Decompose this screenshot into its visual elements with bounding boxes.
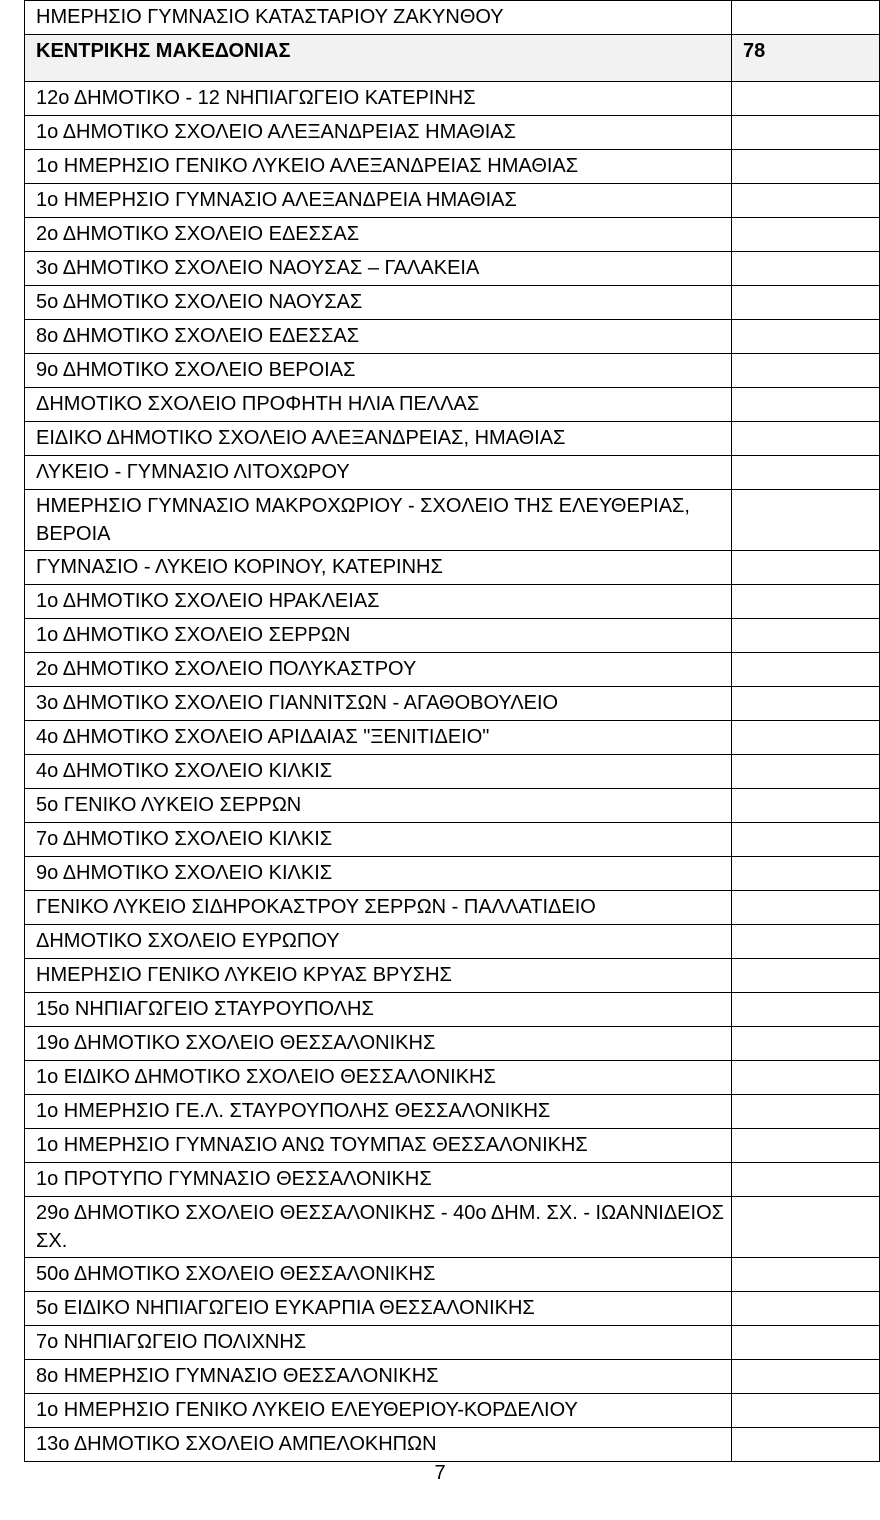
table-row bbox=[25, 388, 880, 422]
count-cell bbox=[732, 687, 880, 721]
table-row bbox=[25, 422, 880, 456]
school-name: ΔΗΜΟΤΙΚΟ ΣΧΟΛΕΙΟ ΠΡΟΦΗΤΗ ΗΛΙΑ ΠΕΛΛΑΣ bbox=[25, 388, 732, 422]
table-row bbox=[25, 286, 880, 320]
school-name: 7ο ΔΗΜΟΤΙΚΟ ΣΧΟΛΕΙΟ ΚΙΛΚΙΣ bbox=[25, 823, 732, 857]
school-name: 9ο ΔΗΜΟΤΙΚΟ ΣΧΟΛΕΙΟ ΒΕΡΟΙΑΣ bbox=[25, 354, 732, 388]
school-name: 1ο ΗΜΕΡΗΣΙΟ ΓΥΜΝΑΣΙΟ ΑΝΩ ΤΟΥΜΠΑΣ ΘΕΣΣΑΛΟΝΙΚΗΣ bbox=[25, 1129, 732, 1163]
table-row bbox=[25, 1197, 880, 1258]
table-row bbox=[25, 1, 880, 35]
count-cell bbox=[732, 150, 880, 184]
count-cell bbox=[732, 184, 880, 218]
table-row bbox=[25, 1394, 880, 1428]
school-name: 3ο ΔΗΜΟΤΙΚΟ ΣΧΟΛΕΙΟ ΓΙΑΝΝΙΤΣΩΝ - ΑΓΑΘΟΒΟΥΛΕΙΟ bbox=[25, 687, 732, 721]
school-name: 1ο ΔΗΜΟΤΙΚΟ ΣΧΟΛΕΙΟ ΣΕΡΡΩΝ bbox=[25, 619, 732, 653]
count-cell bbox=[732, 755, 880, 789]
table-row bbox=[25, 1428, 880, 1462]
count-cell bbox=[732, 252, 880, 286]
table-row bbox=[25, 1061, 880, 1095]
school-name: ΔΗΜΟΤΙΚΟ ΣΧΟΛΕΙΟ ΕΥΡΩΠΟΥ bbox=[25, 925, 732, 959]
count-cell bbox=[732, 354, 880, 388]
count-cell bbox=[732, 218, 880, 252]
school-name: 1ο ΗΜΕΡΗΣΙΟ ΓΕΝΙΚΟ ΛΥΚΕΙΟ ΕΛΕΥΘΕΡΙΟΥ-ΚΟΡΔΕΛΙΟΥ bbox=[25, 1394, 732, 1428]
count-cell bbox=[732, 490, 880, 551]
table-row bbox=[25, 959, 880, 993]
table-row bbox=[25, 993, 880, 1027]
school-name: 1ο ΔΗΜΟΤΙΚΟ ΣΧΟΛΕΙΟ ΗΡΑΚΛΕΙΑΣ bbox=[25, 585, 732, 619]
count-cell bbox=[732, 1027, 880, 1061]
count-cell bbox=[732, 388, 880, 422]
school-name: 19ο ΔΗΜΟΤΙΚΟ ΣΧΟΛΕΙΟ ΘΕΣΣΑΛΟΝΙΚΗΣ bbox=[25, 1027, 732, 1061]
count-cell bbox=[732, 891, 880, 925]
table-row bbox=[25, 687, 880, 721]
count-cell bbox=[732, 823, 880, 857]
school-name: ΓΥΜΝΑΣΙΟ - ΛΥΚΕΙΟ ΚΟΡΙΝΟΥ, ΚΑΤΕΡΙΝΗΣ bbox=[25, 551, 732, 585]
count-cell bbox=[732, 1061, 880, 1095]
count-cell bbox=[732, 82, 880, 116]
table-row bbox=[25, 82, 880, 116]
school-name: 3ο ΔΗΜΟΤΙΚΟ ΣΧΟΛΕΙΟ ΝΑΟΥΣΑΣ – ΓΑΛΑΚΕΙΑ bbox=[25, 252, 732, 286]
school-name: 4ο ΔΗΜΟΤΙΚΟ ΣΧΟΛΕΙΟ ΚΙΛΚΙΣ bbox=[25, 755, 732, 789]
count-cell bbox=[732, 422, 880, 456]
count-cell bbox=[732, 585, 880, 619]
page-number: 7 bbox=[434, 1462, 446, 1484]
count-cell bbox=[732, 857, 880, 891]
count-cell bbox=[732, 1360, 880, 1394]
school-name: 1ο ΠΡΟΤΥΠΟ ΓΥΜΝΑΣΙΟ ΘΕΣΣΑΛΟΝΙΚΗΣ bbox=[25, 1163, 732, 1197]
count-cell bbox=[732, 1, 880, 35]
table-row bbox=[25, 1129, 880, 1163]
school-name: 1ο ΔΗΜΟΤΙΚΟ ΣΧΟΛΕΙΟ ΑΛΕΞΑΝΔΡΕΙΑΣ ΗΜΑΘΙΑΣ bbox=[25, 116, 732, 150]
table-row bbox=[25, 585, 880, 619]
count-cell bbox=[732, 925, 880, 959]
count-cell bbox=[732, 993, 880, 1027]
school-name: 1ο ΗΜΕΡΗΣΙΟ ΓΕ.Λ. ΣΤΑΥΡΟΥΠΟΛΗΣ ΘΕΣΣΑΛΟΝΙΚΗΣ bbox=[25, 1095, 732, 1129]
table-row bbox=[25, 1027, 880, 1061]
school-name: 29ο ΔΗΜΟΤΙΚΟ ΣΧΟΛΕΙΟ ΘΕΣΣΑΛΟΝΙΚΗΣ - 40ο ΔΗΜ. ΣΧ. - ΙΩΑΝΝΙΔΕΙΟΣ ΣΧ. bbox=[25, 1197, 732, 1258]
count-cell bbox=[732, 1394, 880, 1428]
table-row bbox=[25, 320, 880, 354]
count-cell bbox=[732, 1258, 880, 1292]
table-row bbox=[25, 1292, 880, 1326]
school-name: 50ο ΔΗΜΟΤΙΚΟ ΣΧΟΛΕΙΟ ΘΕΣΣΑΛΟΝΙΚΗΣ bbox=[25, 1258, 732, 1292]
school-name: 9ο ΔΗΜΟΤΙΚΟ ΣΧΟΛΕΙΟ ΚΙΛΚΙΣ bbox=[25, 857, 732, 891]
school-name: 1ο ΗΜΕΡΗΣΙΟ ΓΥΜΝΑΣΙΟ ΑΛΕΞΑΝΔΡΕΙΑ ΗΜΑΘΙΑΣ bbox=[25, 184, 732, 218]
table-row bbox=[25, 150, 880, 184]
count-cell bbox=[732, 1095, 880, 1129]
school-name: 2ο ΔΗΜΟΤΙΚΟ ΣΧΟΛΕΙΟ ΕΔΕΣΣΑΣ bbox=[25, 218, 732, 252]
count-cell bbox=[732, 456, 880, 490]
school-name: ΗΜΕΡΗΣΙΟ ΓΥΜΝΑΣΙΟ ΜΑΚΡΟΧΩΡΙΟΥ - ΣΧΟΛΕΙΟ ΤΗΣ ΕΛΕΥΘΕΡΙΑΣ, ΒΕΡΟΙΑ bbox=[25, 490, 732, 551]
table-row bbox=[25, 789, 880, 823]
table-row bbox=[25, 1258, 880, 1292]
table-row bbox=[25, 218, 880, 252]
table-row bbox=[25, 1163, 880, 1197]
school-name: ΗΜΕΡΗΣΙΟ ΓΥΜΝΑΣΙΟ ΚΑΤΑΣΤΑΡΙΟΥ ΖΑΚΥΝΘΟΥ bbox=[25, 1, 732, 35]
count-cell bbox=[732, 1326, 880, 1360]
count-cell bbox=[732, 1428, 880, 1462]
school-name: ΛΥΚΕΙΟ - ΓΥΜΝΑΣΙΟ ΛΙΤΟΧΩΡΟΥ bbox=[25, 456, 732, 490]
table-row bbox=[25, 116, 880, 150]
table-row bbox=[25, 653, 880, 687]
count-cell bbox=[732, 653, 880, 687]
table-row bbox=[25, 354, 880, 388]
count-cell bbox=[732, 551, 880, 585]
count-cell bbox=[732, 286, 880, 320]
school-name: 7ο ΝΗΠΙΑΓΩΓΕΙΟ ΠΟΛΙΧΝΗΣ bbox=[25, 1326, 732, 1360]
count-cell bbox=[732, 320, 880, 354]
table-row bbox=[25, 456, 880, 490]
table-row bbox=[25, 891, 880, 925]
school-name: 5ο ΕΙΔΙΚΟ ΝΗΠΙΑΓΩΓΕΙΟ ΕΥΚΑΡΠΙΑ ΘΕΣΣΑΛΟΝΙΚΗΣ bbox=[25, 1292, 732, 1326]
count-cell bbox=[732, 959, 880, 993]
table-row bbox=[25, 721, 880, 755]
school-name: 8ο ΔΗΜΟΤΙΚΟ ΣΧΟΛΕΙΟ ΕΔΕΣΣΑΣ bbox=[25, 320, 732, 354]
school-name: 1ο ΗΜΕΡΗΣΙΟ ΓΕΝΙΚΟ ΛΥΚΕΙΟ ΑΛΕΞΑΝΔΡΕΙΑΣ ΗΜΑΘΙΑΣ bbox=[25, 150, 732, 184]
count-cell bbox=[732, 1129, 880, 1163]
school-name: 8ο ΗΜΕΡΗΣΙΟ ΓΥΜΝΑΣΙΟ ΘΕΣΣΑΛΟΝΙΚΗΣ bbox=[25, 1360, 732, 1394]
region-count: 78 bbox=[732, 35, 880, 82]
schools-table bbox=[24, 0, 880, 1462]
table-row bbox=[25, 252, 880, 286]
count-cell bbox=[732, 789, 880, 823]
table-row bbox=[25, 857, 880, 891]
count-cell bbox=[732, 1163, 880, 1197]
school-name: ΕΙΔΙΚΟ ΔΗΜΟΤΙΚΟ ΣΧΟΛΕΙΟ ΑΛΕΞΑΝΔΡΕΙΑΣ, ΗΜΑΘΙΑΣ bbox=[25, 422, 732, 456]
count-cell bbox=[732, 116, 880, 150]
school-name: 12ο ΔΗΜΟΤΙΚΟ - 12 ΝΗΠΙΑΓΩΓΕΙΟ ΚΑΤΕΡΙΝΗΣ bbox=[25, 82, 732, 116]
school-name: 13ο ΔΗΜΟΤΙΚΟ ΣΧΟΛΕΙΟ ΑΜΠΕΛΟΚΗΠΩΝ bbox=[25, 1428, 732, 1462]
school-name: ΗΜΕΡΗΣΙΟ ΓΕΝΙΚΟ ΛΥΚΕΙΟ ΚΡΥΑΣ ΒΡΥΣΗΣ bbox=[25, 959, 732, 993]
table-row bbox=[25, 1360, 880, 1394]
table-row bbox=[25, 1326, 880, 1360]
table-row bbox=[25, 823, 880, 857]
school-name: 1ο ΕΙΔΙΚΟ ΔΗΜΟΤΙΚΟ ΣΧΟΛΕΙΟ ΘΕΣΣΑΛΟΝΙΚΗΣ bbox=[25, 1061, 732, 1095]
schools-table-body bbox=[25, 1, 880, 1462]
count-cell bbox=[732, 619, 880, 653]
school-name: 5ο ΔΗΜΟΤΙΚΟ ΣΧΟΛΕΙΟ ΝΑΟΥΣΑΣ bbox=[25, 286, 732, 320]
region-name: ΚΕΝΤΡΙΚΗΣ ΜΑΚΕΔΟΝΙΑΣ bbox=[25, 35, 732, 82]
table-row bbox=[25, 490, 880, 551]
school-name: 5ο ΓΕΝΙΚΟ ΛΥΚΕΙΟ ΣΕΡΡΩΝ bbox=[25, 789, 732, 823]
table-row bbox=[25, 184, 880, 218]
count-cell bbox=[732, 721, 880, 755]
table-row bbox=[25, 551, 880, 585]
table-row bbox=[25, 925, 880, 959]
table-row bbox=[25, 1095, 880, 1129]
count-cell bbox=[732, 1292, 880, 1326]
table-row bbox=[25, 619, 880, 653]
school-name: 15ο ΝΗΠΙΑΓΩΓΕΙΟ ΣΤΑΥΡΟΥΠΟΛΗΣ bbox=[25, 993, 732, 1027]
table-row bbox=[25, 755, 880, 789]
school-name: 2ο ΔΗΜΟΤΙΚΟ ΣΧΟΛΕΙΟ ΠΟΛΥΚΑΣΤΡΟΥ bbox=[25, 653, 732, 687]
school-name: ΓΕΝΙΚΟ ΛΥΚΕΙΟ ΣΙΔΗΡΟΚΑΣΤΡΟΥ ΣΕΡΡΩΝ - ΠΑΛΛΑΤΙΔΕΙΟ bbox=[25, 891, 732, 925]
school-name: 4ο ΔΗΜΟΤΙΚΟ ΣΧΟΛΕΙΟ ΑΡΙΔΑΙΑΣ "ΞΕΝΙΤΙΔΕΙΟ" bbox=[25, 721, 732, 755]
count-cell bbox=[732, 1197, 880, 1258]
region-header-row bbox=[25, 35, 880, 82]
